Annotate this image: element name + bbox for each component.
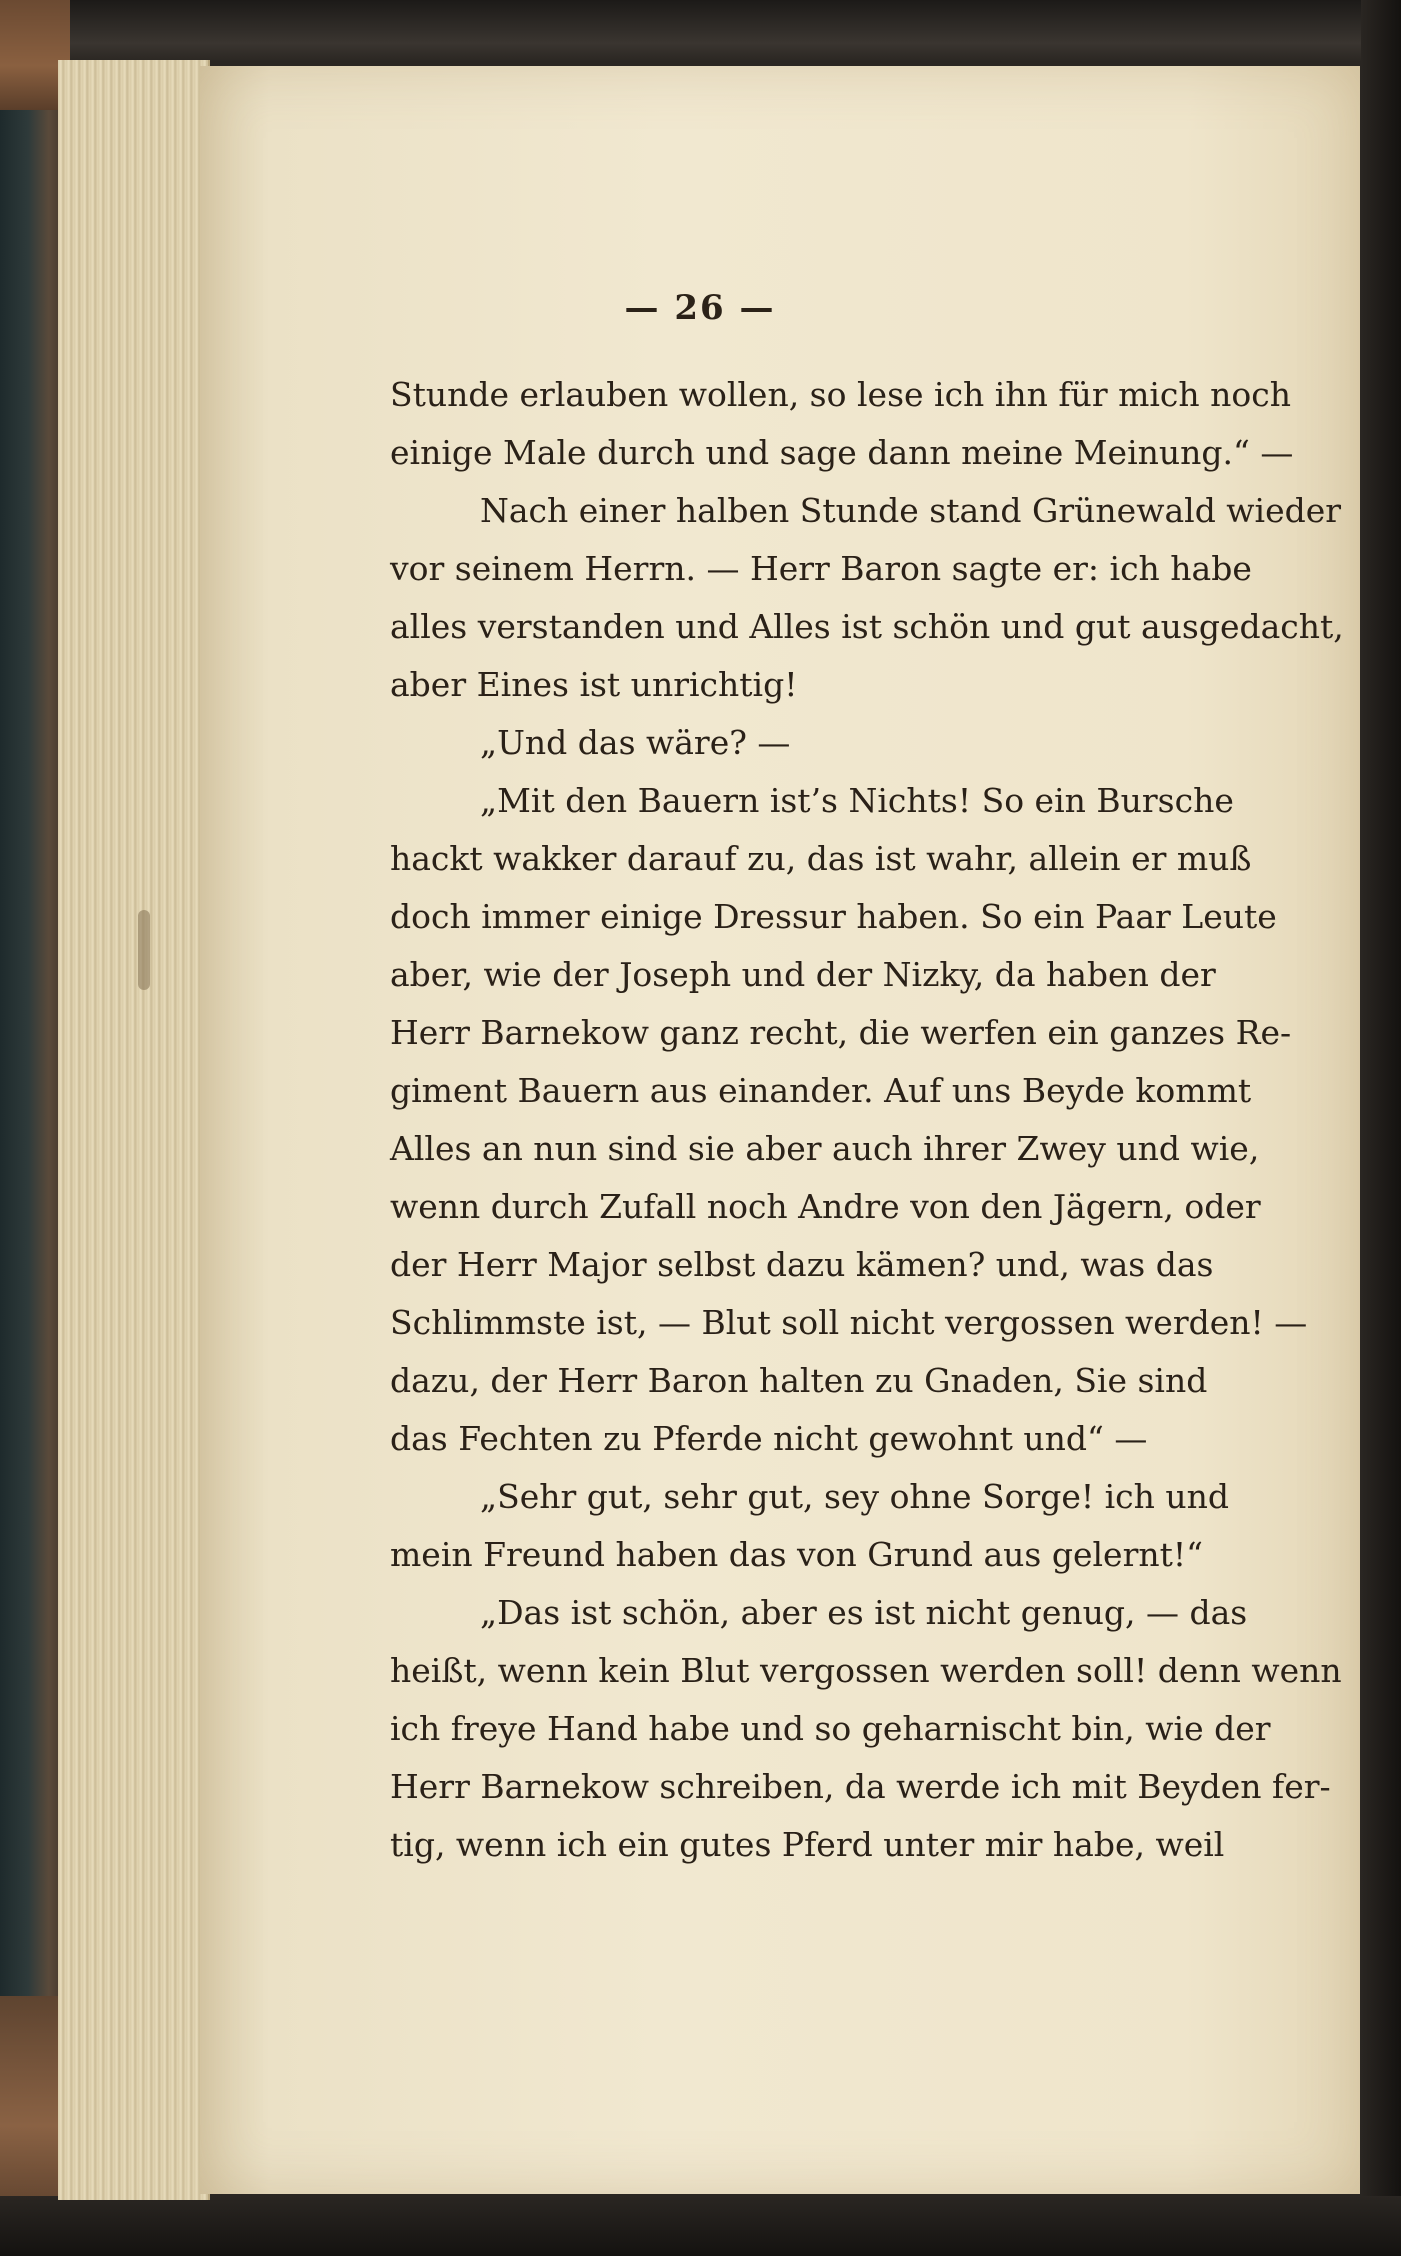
text-line: einige Male durch und sage dann meine Meinung.“ — <box>390 433 1294 472</box>
text-line: Herr Barnekow schreiben, da werde ich mit Beyden fer- <box>390 1767 1331 1806</box>
text-line: Nach einer halben Stunde stand Grünewald wieder <box>480 491 1342 530</box>
text-line: Alles an nun sind sie aber auch ihrer Zwey und wie, <box>390 1129 1260 1168</box>
text-line: mein Freund haben das von Grund aus gelernt!“ <box>390 1535 1204 1574</box>
text-line: alles verstanden und Alles ist schön und gut ausgedacht, <box>390 607 1344 646</box>
book-cover-top <box>0 0 1401 62</box>
page-number: — 26 — <box>624 288 776 328</box>
text-line: wenn durch Zufall noch Andre von den Jägern, oder <box>390 1187 1261 1226</box>
text-line: „Und das wäre? — <box>480 723 791 762</box>
text-line: „Sehr gut, sehr gut, sey ohne Sorge! ich und <box>480 1477 1230 1516</box>
text-line: aber Eines ist unrichtig! <box>390 665 798 704</box>
text-line: heißt, wenn kein Blut vergossen werden soll! denn wenn <box>390 1651 1342 1690</box>
text-line: „Das ist schön, aber es ist nicht genug, — das <box>480 1593 1248 1632</box>
text-line: Schlimmste ist, — Blut soll nicht vergossen werden! — <box>390 1303 1308 1342</box>
binding-mark <box>138 910 150 990</box>
text-line: giment Bauern aus einander. Auf uns Beyde kommt <box>390 1071 1252 1110</box>
text-line: der Herr Major selbst dazu kämen? und, was das <box>390 1245 1214 1284</box>
text-line: „Mit den Bauern ist’s Nichts! So ein Bursche <box>480 781 1234 820</box>
text-line: vor seinem Herrn. — Herr Baron sagte er: ich habe <box>390 549 1252 588</box>
page-edges <box>58 60 210 2200</box>
book-page <box>200 66 1360 2194</box>
text-line: doch immer einige Dressur haben. So ein Paar Leute <box>390 897 1277 936</box>
text-line: aber, wie der Joseph und der Nizky, da haben der <box>390 955 1216 994</box>
text-line: tig, wenn ich ein gutes Pferd unter mir habe, weil <box>390 1825 1225 1864</box>
page-text <box>390 366 1344 1874</box>
book-cover-right <box>1361 0 1401 2256</box>
text-line: ich freye Hand habe und so geharnischt bin, wie der <box>390 1709 1271 1748</box>
text-line: Herr Barnekow ganz recht, die werfen ein ganzes Re- <box>390 1013 1292 1052</box>
text-line: hackt wakker darauf zu, das ist wahr, allein er muß <box>390 839 1252 878</box>
book-cover-bottom <box>0 2196 1401 2256</box>
text-line: dazu, der Herr Baron halten zu Gnaden, Sie sind <box>390 1361 1208 1400</box>
text-line: Stunde erlauben wollen, so lese ich ihn für mich noch <box>390 375 1292 414</box>
text-line: das Fechten zu Pferde nicht gewohnt und“ — <box>390 1419 1148 1458</box>
